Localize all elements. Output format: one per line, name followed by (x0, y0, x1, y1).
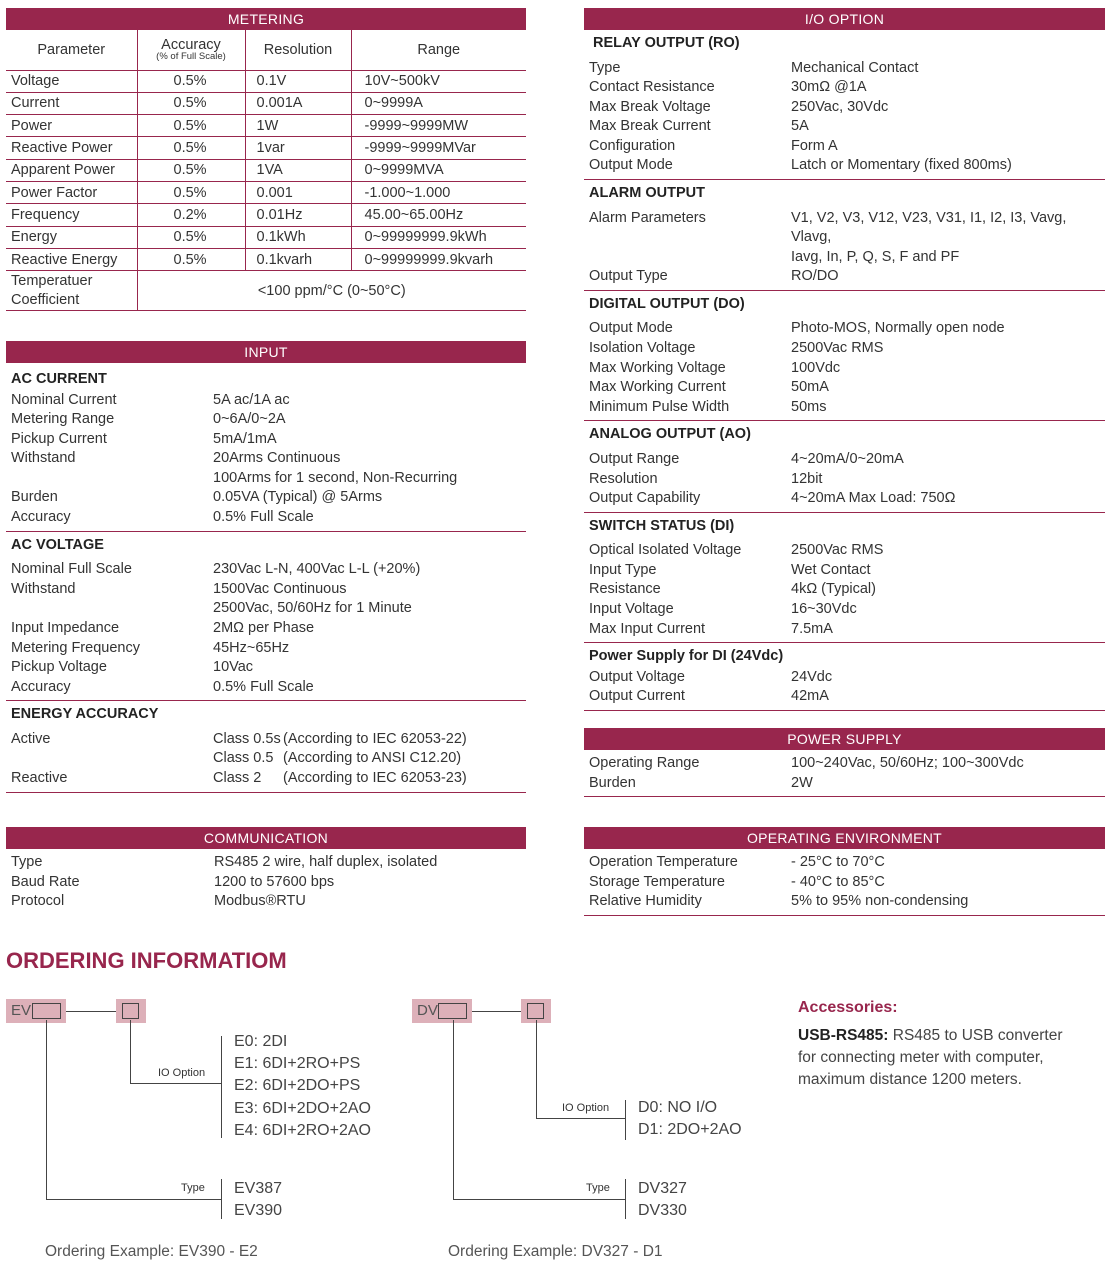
ev-option: E2: 6DI+2DO+PS (234, 1077, 361, 1095)
spec-row (11, 410, 526, 430)
metering-parameter: Frequency (6, 204, 137, 226)
spec-row (589, 687, 1105, 707)
energy-class: Class 0.5 (213, 750, 274, 767)
dv-type-label: Type (586, 1182, 610, 1194)
spec-row (11, 469, 526, 489)
metering-accuracy: 0.5% (137, 70, 245, 92)
spec-row (11, 678, 526, 698)
dv-type-hline (453, 1199, 626, 1200)
spec-key: Input Impedance (11, 619, 120, 636)
dv-io-label: IO Option (562, 1102, 610, 1114)
dv-types (638, 1178, 687, 1222)
spec-value: 45Hz~65Hz (213, 639, 290, 656)
spec-key: Protocol (11, 893, 65, 910)
ev-io-hline (130, 1083, 222, 1084)
spec-key: Accuracy (11, 509, 71, 526)
spec-key: Metering Range (11, 411, 115, 428)
spec-row (589, 137, 1105, 157)
spec-row (11, 873, 526, 893)
spec-key: Storage Temperature (589, 873, 725, 890)
spec-key: Isolation Voltage (589, 340, 696, 357)
ev-options (234, 1031, 371, 1142)
ev-option: E1: 6DI+2RO+PS (234, 1055, 361, 1073)
spec-row (589, 620, 1105, 640)
metering-row (6, 92, 526, 114)
dv-type-vline (453, 1020, 454, 1200)
environment-section (584, 827, 1105, 916)
metering-range: -9999~9999MVar (351, 137, 526, 159)
alarm-block (584, 180, 1105, 291)
dv-option: D0: NO I/O (638, 1099, 718, 1116)
communication-title: COMMUNICATION (6, 827, 526, 849)
spec-value: Form A (791, 137, 838, 154)
io-option-title: I/O OPTION (584, 8, 1105, 30)
spec-row (11, 599, 526, 619)
spec-key: Nominal Full Scale (11, 561, 132, 578)
spec-key: Operation Temperature (589, 854, 738, 870)
metering-parameter: Voltage (6, 70, 137, 92)
spec-key: Output Capability (589, 490, 701, 507)
metering-accuracy: 0.5% (137, 226, 245, 248)
dv-prefix-slot (438, 1003, 467, 1019)
accessories (798, 997, 1098, 1091)
metering-resolution: 1VA (245, 159, 351, 181)
energy-accuracy-heading: ENERGY ACCURACY (11, 706, 159, 723)
accessory-name: USB-RS485: (798, 1027, 889, 1044)
accessory-desc-2: for connecting meter with computer, (798, 1049, 1044, 1066)
power-supply-title: POWER SUPPLY (584, 728, 1105, 750)
spec-row (11, 488, 526, 508)
col-accuracy-sub: (% of Full Scale) (156, 50, 226, 62)
col-accuracy (137, 30, 245, 70)
ac-current-block (6, 363, 526, 532)
spec-value: 230Vac L-N, 400Vac L-L (+20%) (213, 561, 421, 578)
digital-block (584, 291, 1105, 421)
spec-value: 5mA/1mA (213, 430, 277, 447)
spec-row (11, 449, 526, 469)
spec-value: - 25°C to 70°C (791, 854, 885, 870)
dv-options (638, 1097, 742, 1141)
metering-resolution: 0.1kvarh (245, 248, 351, 270)
spec-value: 5% to 95% non-condensing (791, 893, 969, 910)
spec-value: 4~20mA Max Load: 750Ω (791, 490, 956, 507)
energy-key: Active (11, 730, 51, 747)
spec-row (11, 508, 526, 528)
metering-row (6, 248, 526, 270)
spec-row (589, 209, 1105, 248)
ac-voltage-heading: AC VOLTAGE (11, 536, 104, 553)
spec-key: Output Mode (589, 157, 673, 174)
relay-heading: RELAY OUTPUT (RO) (593, 35, 740, 51)
ordering-title: ORDERING INFORMATIOM (6, 948, 287, 973)
psdi-heading: Power Supply for DI (24Vdc) (589, 648, 784, 665)
spec-key: Output Range (589, 450, 680, 467)
metering-range: 0~99999999.9kWh (351, 226, 526, 248)
ev-io-label: IO Option (158, 1067, 206, 1079)
spec-key: Pickup Voltage (11, 659, 107, 676)
spec-key: Type (589, 59, 621, 76)
dv-options-bracket (625, 1100, 626, 1140)
dv-io-vline (536, 1020, 537, 1119)
metering-row (6, 137, 526, 159)
spec-key: Output Type (589, 268, 668, 285)
metering-parameter: Current (6, 92, 137, 114)
dv-option: D1: 2DO+2AO (638, 1121, 742, 1139)
ev-type: EV387 (234, 1180, 283, 1197)
metering-row (6, 70, 526, 92)
metering-accuracy: 0.5% (137, 181, 245, 203)
metering-range: 0~99999999.9kvarh (351, 248, 526, 270)
spec-value: 20Arms Continuous (213, 450, 341, 467)
spec-row (11, 853, 526, 873)
communication-section (6, 827, 526, 915)
energy-standard: (According to IEC 62053-22) (283, 730, 467, 747)
ev-io-vline (130, 1020, 131, 1084)
energy-row (11, 730, 526, 750)
spec-key: Max Input Current (589, 620, 706, 637)
spec-key: Resistance (589, 581, 661, 598)
spec-key: Nominal Current (11, 391, 117, 408)
spec-row (589, 248, 1105, 268)
dv-prefix: DV (417, 1002, 438, 1019)
energy-row (11, 749, 526, 769)
dv-connector (472, 1011, 521, 1012)
spec-key (11, 469, 213, 489)
spec-value: 2500Vac, 50/60Hz for 1 Minute (213, 600, 412, 617)
metering-row (6, 159, 526, 181)
ev-type-hline (46, 1199, 222, 1200)
spec-value: 7.5mA (791, 620, 833, 637)
energy-row (11, 769, 526, 789)
spec-value: 0.5% Full Scale (213, 509, 314, 526)
spec-row (589, 561, 1105, 581)
spec-value: 2W (791, 774, 813, 791)
col-range: Range (351, 30, 526, 70)
spec-row (589, 873, 1105, 893)
spec-value: V1, V2, V3, V12, V23, V31, I1, I2, I3, Vavg, Vlavg, (791, 209, 1067, 246)
spec-key: Output Voltage (589, 668, 685, 685)
spec-value: 5A ac/1A ac (213, 391, 290, 408)
ev-prefix-slot (32, 1003, 61, 1019)
spec-key: Operating Range (589, 755, 700, 771)
spec-value: 50ms (791, 398, 827, 415)
spec-key: Resolution (589, 470, 658, 487)
switch-heading: SWITCH STATUS (DI) (589, 517, 735, 534)
spec-key: Burden (11, 489, 58, 506)
dv-prefix-box (412, 999, 472, 1023)
spec-row (589, 489, 1105, 509)
relay-block (584, 30, 1105, 180)
spec-key: Max Working Voltage (589, 359, 726, 376)
spec-value: Mechanical Contact (791, 59, 919, 76)
spec-key: Output Mode (589, 320, 673, 337)
spec-row (11, 658, 526, 678)
metering-range: -1.000~1.000 (351, 181, 526, 203)
spec-value: 0~6A/0~2A (213, 411, 286, 428)
metering-parameter: Apparent Power (6, 159, 137, 181)
spec-key: Metering Frequency (11, 639, 140, 656)
spec-key: Output Current (589, 688, 685, 705)
spec-row (589, 774, 1105, 794)
spec-value: RO/DO (791, 268, 839, 285)
spec-value: 30mΩ @1A (791, 79, 867, 96)
spec-value: 2MΩ per Phase (213, 619, 315, 636)
energy-standard: (According to IEC 62053-23) (283, 770, 467, 786)
col-parameter: Parameter (6, 30, 137, 70)
energy-key (11, 749, 213, 769)
spec-value: - 40°C to 85°C (791, 873, 885, 890)
metering-row (6, 181, 526, 203)
spec-row (589, 117, 1105, 137)
spec-row (589, 78, 1105, 98)
spec-value: 0.5% Full Scale (213, 678, 314, 695)
dv-type: DV327 (638, 1180, 687, 1197)
metering-accuracy: 0.5% (137, 115, 245, 137)
ac-current-heading: AC CURRENT (11, 371, 107, 387)
ev-example: Ordering Example: EV390 - E2 (45, 1243, 258, 1260)
spec-value: 2500Vac RMS (791, 340, 884, 357)
ev-option: E3: 6DI+2DO+2AO (234, 1099, 371, 1117)
metering-resolution: 1var (245, 137, 351, 159)
spec-value: 2500Vac RMS (791, 542, 884, 559)
spec-row (589, 339, 1105, 359)
power-supply-section (584, 728, 1105, 797)
metering-parameter: Power Factor (6, 181, 137, 203)
ev-option: E0: 2DI (234, 1033, 288, 1050)
metering-range: 45.00~65.00Hz (351, 204, 526, 226)
environment-title: OPERATING ENVIRONMENT (584, 827, 1105, 849)
spec-row (11, 391, 526, 411)
spec-row (589, 378, 1105, 398)
dv-types-bracket (625, 1179, 626, 1219)
metering-row (6, 226, 526, 248)
spec-key (589, 248, 791, 268)
analog-block (584, 421, 1105, 512)
spec-key: Input Type (589, 561, 657, 578)
spec-key: Baud Rate (11, 873, 80, 890)
spec-value: Photo-MOS, Normally open node (791, 320, 1005, 337)
spec-row (11, 580, 526, 600)
spec-row (11, 639, 526, 659)
energy-standard: (According to ANSI C12.20) (283, 750, 462, 767)
metering-range: 10V~500kV (351, 70, 526, 92)
metering-accuracy: 0.5% (137, 159, 245, 181)
spec-value: 1200 to 57600 bps (214, 873, 335, 890)
spec-key: Configuration (589, 137, 676, 154)
spec-row (589, 267, 1105, 287)
spec-key: Max Break Voltage (589, 98, 711, 115)
input-section (6, 341, 526, 793)
spec-row (589, 319, 1105, 339)
col-resolution: Resolution (245, 30, 351, 70)
spec-row (589, 359, 1105, 379)
spec-value: 100Vdc (791, 359, 841, 376)
spec-value: RS485 2 wire, half duplex, isolated (214, 854, 438, 870)
spec-value: 50mA (791, 379, 829, 396)
accessory-desc-3: maximum distance 1200 meters. (798, 1071, 1022, 1088)
spec-value: 12bit (791, 470, 823, 487)
col-accuracy-label: Accuracy (161, 36, 221, 53)
accessories-title: Accessories: (798, 999, 898, 1016)
communication-block (6, 849, 526, 915)
environment-block (584, 849, 1105, 916)
metering-resolution: 0.1kWh (245, 226, 351, 248)
spec-value: 42mA (791, 688, 829, 705)
spec-row (589, 754, 1105, 774)
metering-accuracy: 0.2% (137, 204, 245, 226)
spec-row (589, 892, 1105, 912)
metering-accuracy: 0.5% (137, 137, 245, 159)
spec-value: 4kΩ (Typical) (791, 581, 876, 598)
temp-label-2: Coefficient (11, 291, 80, 308)
spec-value: 4~20mA/0~20mA (791, 450, 904, 467)
spec-key: Minimum Pulse Width (589, 398, 730, 415)
spec-row (11, 430, 526, 450)
spec-key (11, 599, 213, 619)
spec-key: Alarm Parameters (589, 209, 706, 226)
metering-parameter: Reactive Energy (6, 248, 137, 270)
spec-row (589, 450, 1105, 470)
spec-row (589, 470, 1105, 490)
metering-accuracy: 0.5% (137, 248, 245, 270)
spec-row (589, 541, 1105, 561)
spec-value: Latch or Momentary (fixed 800ms) (791, 157, 1012, 174)
ev-prefix: EV (11, 1002, 32, 1019)
spec-row (11, 892, 526, 912)
spec-value: 16~30Vdc (791, 600, 857, 617)
spec-value: 100Arms for 1 second, Non-Recurring (213, 469, 458, 486)
spec-row (589, 580, 1105, 600)
metering-section (6, 8, 526, 311)
power-supply-block (584, 750, 1105, 797)
switch-block (584, 513, 1105, 643)
ev-io-slot (122, 1003, 139, 1019)
dv-example: Ordering Example: DV327 - D1 (448, 1243, 663, 1260)
spec-value: Iavg, In, P, Q, S, F and PF (791, 248, 960, 265)
spec-row (589, 59, 1105, 79)
dv-type: DV330 (638, 1202, 687, 1220)
energy-accuracy-block (6, 701, 526, 792)
spec-value: 0.05VA (Typical) @ 5Arms (213, 489, 383, 506)
spec-key: Burden (589, 774, 636, 791)
energy-class: Class 0.5s (213, 730, 281, 747)
metering-parameter: Energy (6, 226, 137, 248)
metering-resolution: 1W (245, 115, 351, 137)
dv-io-slot (527, 1003, 544, 1019)
metering-table (6, 30, 526, 311)
metering-range: 0~9999MVA (351, 159, 526, 181)
metering-row (6, 115, 526, 137)
metering-resolution: 0.001 (245, 181, 351, 203)
spec-key: Optical Isolated Voltage (589, 542, 742, 559)
ev-prefix-box (6, 999, 66, 1023)
metering-accuracy: 0.5% (137, 92, 245, 114)
spec-key: Pickup Current (11, 430, 107, 447)
digital-heading: DIGITAL OUTPUT (DO) (589, 295, 745, 312)
spec-key: Type (11, 854, 43, 870)
ev-types-bracket (221, 1179, 222, 1219)
ev-type-label: Type (181, 1182, 205, 1194)
ev-type-vline (46, 1020, 47, 1200)
spec-key: Max Break Current (589, 118, 711, 135)
spec-row (589, 156, 1105, 176)
energy-class: Class 2 (213, 770, 262, 786)
spec-value: 250Vac, 30Vdc (791, 98, 889, 115)
ev-type: EV390 (234, 1202, 283, 1220)
spec-value: 5A (791, 118, 809, 135)
spec-key: Relative Humidity (589, 893, 702, 910)
temp-coef-value: <100 ppm/°C (0~50°C) (137, 271, 526, 311)
ev-connector (66, 1011, 116, 1012)
spec-row (589, 398, 1105, 418)
io-option-section (584, 8, 1105, 711)
ev-option: E4: 6DI+2RO+2AO (234, 1121, 371, 1139)
spec-row (589, 600, 1105, 620)
metering-resolution: 0.1V (245, 70, 351, 92)
accessory-desc-1: RS485 to USB converter (888, 1027, 1063, 1044)
analog-heading: ANALOG OUTPUT (AO) (589, 426, 751, 443)
accessories-line-1 (798, 1025, 1098, 1047)
spec-key: Max Working Current (589, 379, 726, 396)
spec-value: Wet Contact (791, 561, 871, 578)
ac-voltage-block (6, 532, 526, 702)
metering-resolution: 0.01Hz (245, 204, 351, 226)
spec-value: 1500Vac Continuous (213, 580, 347, 597)
spec-value: 10Vac (213, 659, 254, 676)
spec-key: Withstand (11, 450, 76, 467)
metering-range: 0~9999A (351, 92, 526, 114)
spec-value: Modbus®RTU (214, 893, 306, 910)
spec-row (589, 853, 1105, 873)
spec-value: 24Vdc (791, 668, 833, 685)
temp-coef-label (6, 271, 137, 311)
spec-key: Contact Resistance (589, 79, 715, 96)
ev-types (234, 1178, 282, 1222)
spec-value: 100~240Vac, 50/60Hz; 100~300Vdc (791, 755, 1024, 771)
ev-options-bracket (221, 1036, 222, 1138)
energy-key: Reactive (11, 770, 68, 786)
metering-resolution: 0.001A (245, 92, 351, 114)
spec-row (11, 619, 526, 639)
spec-row (589, 98, 1105, 118)
alarm-heading: ALARM OUTPUT (589, 185, 705, 202)
metering-parameter: Power (6, 115, 137, 137)
input-title: INPUT (6, 341, 526, 363)
metering-range: -9999~9999MW (351, 115, 526, 137)
spec-key: Accuracy (11, 678, 71, 695)
metering-row (6, 204, 526, 226)
spec-row (589, 668, 1105, 688)
temp-label-1: Temperatuer (11, 272, 93, 289)
metering-title: METERING (6, 8, 526, 30)
dv-io-hline (536, 1118, 626, 1119)
spec-key: Input Voltage (589, 600, 674, 617)
spec-row (11, 560, 526, 580)
spec-key: Withstand (11, 580, 76, 597)
psdi-block (584, 643, 1105, 711)
metering-parameter: Reactive Power (6, 137, 137, 159)
